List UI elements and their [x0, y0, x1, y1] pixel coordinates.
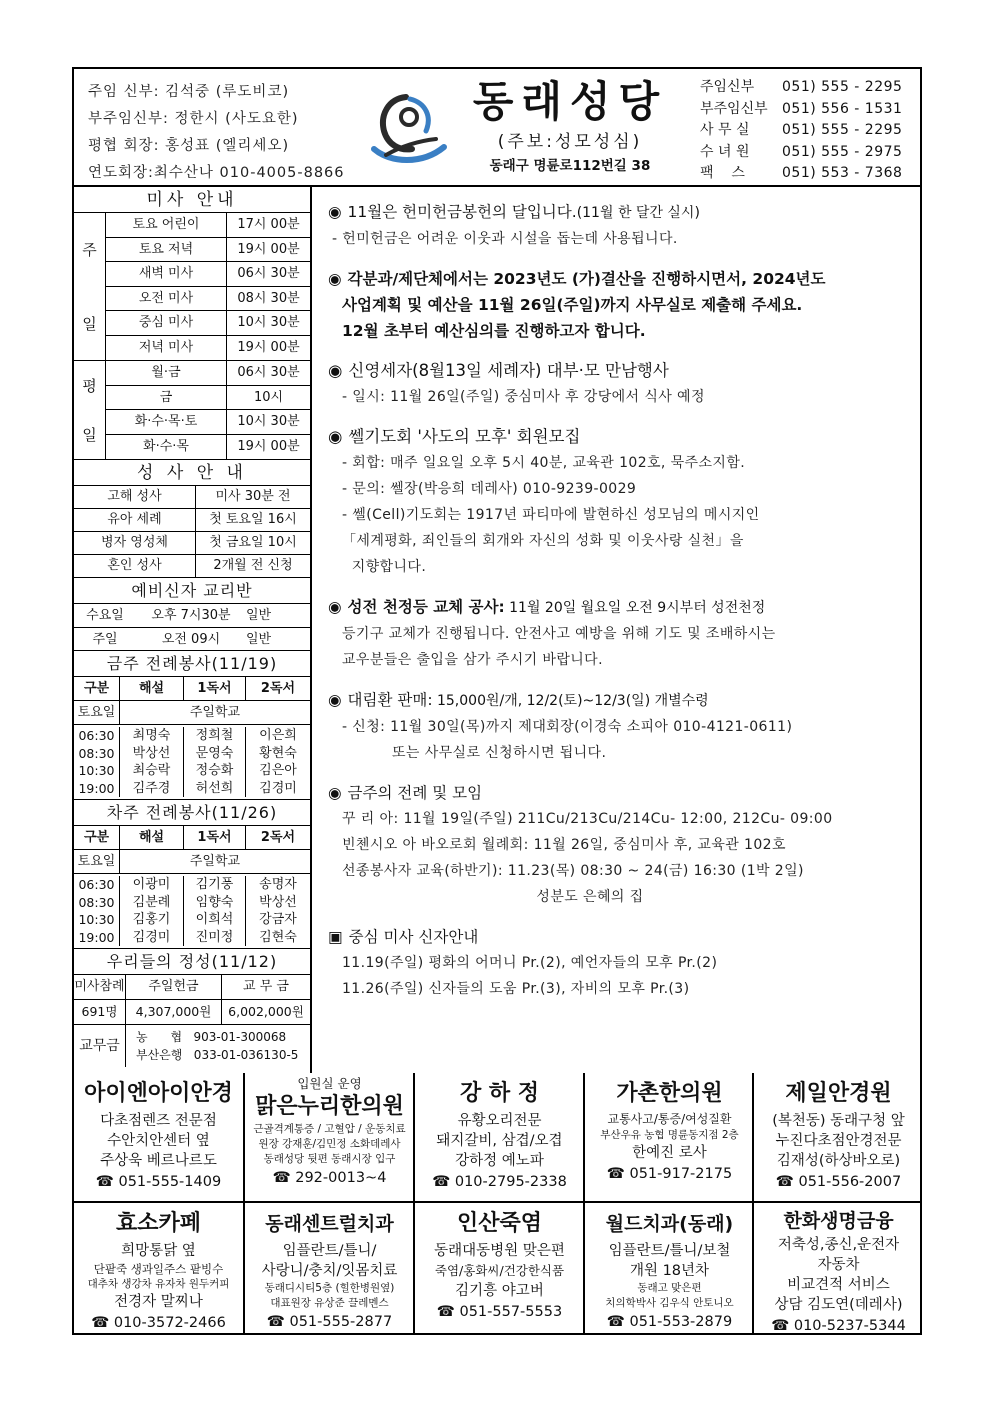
mass-row	[106, 262, 310, 287]
col-header: 2독서	[260, 681, 296, 696]
contact-row	[700, 163, 902, 185]
staff-council-president: 평협 회장: 홍성표 (엘리세오)	[88, 138, 290, 154]
notice-budget	[328, 266, 912, 344]
ad-phone: ☎ 051-553-2879	[606, 1314, 733, 1330]
ad-phone: ☎ 010-3572-2466	[91, 1315, 226, 1331]
service-commentary: 최명숙 박상선 최승락 김주경	[120, 727, 184, 797]
contact-number: 051) 555 - 2295	[782, 79, 903, 95]
bullet-icon: ◉	[328, 203, 342, 221]
notice-line: 빈첸시오 아 바오로회 월례회: 11월 26일, 중심미사 후, 교육관 102호	[342, 837, 786, 853]
col-header: 구분	[74, 677, 120, 700]
contact-number: 051) 555 - 2295	[782, 122, 903, 138]
ad-optician-ini	[74, 1073, 243, 1203]
ad-title: 아이엔아이안경	[84, 1081, 233, 1106]
contact-row	[700, 99, 902, 121]
sacrament-name: 병자 영성체	[74, 532, 196, 554]
bank-label: 교무금	[74, 1025, 126, 1067]
catechumen-row	[74, 628, 310, 652]
saturday-value: 주일학교	[189, 854, 241, 869]
service-next-saturday	[74, 850, 310, 874]
ad-line: 한예진 로사	[632, 1145, 707, 1161]
sacrament-row	[74, 486, 310, 509]
ad-line: 강하정 예노파	[455, 1153, 544, 1169]
ad-pre: 입원실 운영	[297, 1076, 362, 1091]
ad-line: 수안치안센터 옆	[107, 1133, 210, 1149]
sunday-mass-table	[74, 213, 310, 361]
ad-phone: ☎ 051-555-1409	[95, 1174, 222, 1190]
mass-name: 오전 미사	[106, 287, 227, 311]
service-this-header	[74, 677, 310, 701]
mass-time: 10시	[253, 389, 284, 405]
ad-line: 자동차	[817, 1257, 860, 1273]
ad-line: 대추차 생강차 유자차 원두커피	[87, 1278, 230, 1290]
staff-regional-president: 연도회장:최수산나 010-4005-8866	[88, 165, 345, 181]
notice-line: 12월 초부터 예산심의를 진행하고자 합니다.	[342, 322, 646, 340]
sacrament-info: 첫 금요일 10시	[209, 535, 297, 550]
ad-line: 누진다초점안경전문	[775, 1133, 902, 1149]
col-header: 1독서	[184, 677, 246, 700]
notice-cell-prayer	[328, 424, 912, 580]
notice-title: 성전 천정등 교체 공사:	[347, 598, 505, 616]
notice-liturgy-meetings	[328, 780, 912, 910]
patron: (주보:성모성심)	[497, 132, 643, 152]
ad-line: 동래성당 뒷편 동래시장 입구	[263, 1153, 396, 1165]
bullet-icon: ◉	[328, 270, 342, 288]
mass-name: 토요 저녁	[106, 238, 227, 262]
offering-col-header: 주일헌금	[126, 975, 222, 999]
address: 동래구 명륜로112번길 38	[489, 158, 651, 174]
notice-offering-month	[328, 199, 912, 252]
ad-optician-jeil	[754, 1073, 923, 1203]
contact-list	[700, 77, 902, 185]
bulletin-page	[72, 67, 922, 1335]
parish-name: 동래성당	[472, 77, 668, 126]
ad-line: 주상욱 베르나르도	[100, 1153, 217, 1169]
service-reading2: 이은희 황현숙 김은아 김경미	[259, 728, 297, 796]
service-reading1: 김기풍 임향숙 이희석 진미정	[184, 876, 246, 946]
ad-line: 김기흥 야고버	[455, 1283, 544, 1299]
ad-oriental-clinic-gachon	[585, 1073, 754, 1203]
mass-time: 19시 00분	[237, 438, 300, 454]
contact-number: 051) 556 - 1531	[782, 100, 903, 117]
notice-title: 금주의 전례 및 모임	[347, 784, 483, 802]
contact-label: 사 무 실	[700, 122, 750, 138]
ad-phone: ☎ 010-5237-5344	[771, 1318, 906, 1333]
mass-row	[106, 336, 310, 361]
sacrament-row	[74, 555, 310, 578]
mass-time: 19시 00분	[237, 339, 300, 355]
sacrament-info: 2개월 전 신청	[213, 558, 293, 573]
ad-line: 동래고 맞은편	[637, 1282, 702, 1294]
contact-label: 수 녀 원	[700, 143, 750, 160]
bank-account: 부산은행 033-01-036130-5	[136, 1048, 299, 1062]
notice-advent-wreath	[328, 687, 912, 766]
mass-row	[106, 213, 310, 238]
header	[74, 69, 920, 187]
catechumen-time: 오전 09시	[161, 631, 221, 647]
bullet-icon: ▣	[328, 928, 343, 946]
service-next-header	[74, 826, 310, 850]
mass-row	[106, 410, 310, 435]
weekday-label	[74, 361, 106, 459]
contact-label: 부주임신부	[700, 100, 768, 117]
notices	[312, 187, 920, 1073]
contact-row	[700, 77, 902, 99]
brand	[470, 73, 670, 177]
notice-line: 또는 사무실로 신청하시면 됩니다.	[392, 745, 607, 761]
ad-phone: ☎ 051-555-2877	[266, 1314, 393, 1330]
saturday-label: 토요일	[74, 701, 120, 724]
ad-title: 강 하 정	[459, 1081, 540, 1106]
notice-title: 대림환 판매:	[347, 691, 433, 709]
service-next-title: 차주 전례봉사(11/26)	[74, 800, 310, 826]
notice-lighting	[328, 594, 912, 673]
ad-hanwha-life	[754, 1203, 923, 1333]
notice-godparents	[328, 358, 912, 410]
notice-line: 11.19(주일) 평화의 어머니 Pr.(2), 예언자들의 모후 Pr.(2)	[342, 955, 718, 971]
mass-time: 10시 30분	[237, 315, 300, 330]
sunday-label	[74, 213, 106, 360]
service-this-body	[74, 725, 310, 800]
service-reading2: 송명자 박상선 강금자 김현숙	[259, 877, 297, 945]
ad-restaurant-gangha	[415, 1073, 584, 1203]
bullet-icon: ◉	[328, 427, 343, 446]
sacrament-info: 미사 30분 전	[215, 489, 291, 504]
mass-name: 토요 어린이	[106, 213, 227, 237]
notice-line: 꾸 리 아: 11월 19일(주일) 211Cu/213Cu/214Cu- 12:00, 212Cu- 09:00	[342, 811, 833, 827]
catechumen-day: 수요일	[86, 608, 124, 623]
notice-line: - 회합: 매주 일요일 오후 5시 40분, 교육관 102호, 묵주소지함.	[342, 455, 746, 471]
notice-line: 등기구 교체가 진행됩니다. 안전사고 예방을 위해 기도 및 조배하시는	[342, 626, 776, 642]
ad-title: 효소카페	[115, 1211, 201, 1236]
sacrament-title: 성 사 안 내	[74, 460, 310, 486]
mass-name: 금	[106, 386, 227, 410]
sacrament-name: 고해 성사	[74, 486, 196, 508]
ad-line: (복천동) 동래구청 앞	[772, 1113, 905, 1129]
notice-line: - 쎌(Cell)기도회는 1917년 파티마에 발현하신 성모님의 메시지인	[342, 507, 760, 523]
bullet-icon: ◉	[328, 598, 342, 616]
weekday-mass-table	[74, 361, 310, 460]
mass-row	[106, 435, 310, 460]
ad-title: 가촌한의원	[616, 1081, 723, 1106]
ad-line: 치의학박사 김우식 안토니오	[605, 1297, 734, 1309]
col-header: 해설	[120, 826, 184, 849]
mass-name: 새벽 미사	[106, 262, 227, 286]
mass-row	[106, 386, 310, 411]
ad-line: 다초점렌즈 전문점	[100, 1113, 217, 1129]
mass-time: 10시 30분	[237, 414, 300, 429]
catechumen-type: 일반	[246, 631, 272, 647]
attendance-value: 691명	[74, 1000, 126, 1024]
sunday-collection-value: 4,307,000원	[126, 1000, 222, 1024]
mass-name: 저녁 미사	[106, 336, 227, 361]
service-times: 06:30 08:30 10:30 19:00	[74, 876, 120, 946]
ad-line: 단팥죽 생과일주스 팥빙수	[93, 1262, 224, 1276]
bank-accounts	[74, 1025, 310, 1067]
staff-pastor: 주임 신부: 김석중 (루도비코)	[88, 84, 290, 100]
mass-time: 06시 30분	[237, 266, 300, 281]
mass-name: 월·금	[106, 361, 227, 385]
ad-oriental-clinic-malgeun	[245, 1073, 414, 1203]
notice-title-extra: 11월 20일 월요일 오전 9시부터 성전천정	[504, 600, 766, 616]
ad-line: 개원 18년차	[629, 1263, 710, 1279]
ad-line: 김재성(하상바오로)	[776, 1153, 901, 1169]
ad-line: 죽염/홍화씨/건강한식품	[434, 1263, 565, 1278]
contact-row	[700, 142, 902, 164]
ad-line: 비교견적 서비스	[787, 1277, 890, 1293]
offering-title: 우리들의 정성(11/12)	[74, 949, 310, 975]
service-this-saturday	[74, 701, 310, 725]
contact-row	[700, 120, 902, 142]
notice-line: 선종봉사자 교육(하반기): 11.23(목) 08:30 ~ 24(금) 16:30 (1박 2일)	[342, 863, 804, 879]
service-next-body	[74, 874, 310, 949]
catechumen-title: 예비신자 교리반	[74, 578, 310, 604]
sacrament-name: 혼인 성사	[74, 555, 196, 577]
ad-line: 사랑니/충치/잇몸치료	[261, 1263, 398, 1279]
notice-title-extra: 15,000원/개, 12/2(토)~12/3(일) 개별수령	[432, 693, 709, 709]
bullet-icon: ◉	[328, 691, 342, 709]
col-header: 해설	[120, 677, 184, 700]
notice-line: 사업계획 및 예산을 11월 26일(주일)까지 사무실로 제출해 주세요.	[342, 296, 803, 314]
catechumen-type: 일반	[246, 608, 272, 623]
offering-col-header: 미사참례	[74, 975, 126, 999]
ad-dental-central	[245, 1203, 414, 1333]
notice-line: 교우분들은 출입을 삼가 주시기 바랍니다.	[342, 652, 603, 668]
sacrament-info: 첫 토요일 16시	[209, 512, 297, 527]
notice-line: 11.26(주일) 신자들의 도움 Pr.(3), 자비의 모후 Pr.(3)	[342, 981, 690, 997]
notice-title: 중심 미사 신자안내	[348, 928, 479, 946]
offering-header	[74, 975, 310, 1000]
notice-title: 11월은 헌미헌금봉헌의 달입니다.	[347, 203, 577, 221]
bank-account: 농 협 903-01-300068	[136, 1030, 287, 1044]
mass-name: 화·수·목	[106, 435, 227, 460]
ad-title: 한화생명금융	[783, 1210, 894, 1232]
contact-number: 051) 553 - 7368	[782, 165, 903, 181]
ad-title: 인산죽염	[456, 1211, 542, 1236]
madonna-logo-icon	[366, 91, 452, 169]
ad-title: 동래센트럴치과	[265, 1213, 394, 1235]
ad-line: 희망통닭 옆	[121, 1243, 196, 1259]
service-reading1: 정희철 문영숙 정승화 허선희	[184, 727, 246, 797]
ad-line: 유황오리전문	[457, 1113, 542, 1129]
ad-title: 제일안경원	[785, 1081, 892, 1106]
ad-line: 원장 강재훈/김민정 소화데레사	[258, 1138, 401, 1150]
sidebar	[74, 187, 312, 1073]
ad-phone: ☎ 292-0013~4	[272, 1170, 387, 1186]
ad-line: 상담 김도연(데레사)	[774, 1297, 903, 1313]
notice-line: 성분도 은혜의 집	[536, 889, 644, 905]
mass-row	[106, 361, 310, 386]
advertisements	[74, 1073, 920, 1333]
notice-title: 신영세자(8월13일 세례자) 대부·모 만남행사	[348, 361, 669, 380]
col-header: 1독서	[184, 826, 246, 849]
ad-dental-world	[585, 1203, 754, 1333]
catechumen-time: 오후 7시30분	[151, 608, 231, 623]
notice-title: 각분과/제단체에서는 2023년도 (가)결산을 진행하시면서, 2024년도	[347, 270, 826, 288]
mass-row	[106, 238, 310, 263]
mass-time: 08시 30분	[237, 290, 300, 306]
notice-line: 지향합니다.	[342, 559, 427, 575]
dues-value: 6,002,000원	[228, 1004, 304, 1019]
notice-line: - 일시: 11월 26일(주일) 중심미사 후 강당에서 식사 예정	[342, 389, 705, 405]
saturday-label: 토요일	[74, 850, 120, 873]
col-header: 2독서	[260, 830, 296, 845]
ad-line: 전경자 말찌나	[114, 1294, 203, 1310]
mass-title: 미사 안내	[74, 187, 310, 213]
ad-phone: ☎ 051-557-5553	[436, 1304, 563, 1320]
notice-line: - 문의: 쎌장(박응희 데레사) 010-9239-0029	[342, 481, 637, 497]
col-header: 구분	[74, 826, 120, 849]
notice-title: 쎌기도회 '사도의 모후' 회원모집	[348, 427, 581, 446]
mass-time: 06시 30분	[237, 365, 300, 380]
bullet-icon: ◉	[328, 784, 342, 802]
service-times: 06:30 08:30 10:30 19:00	[74, 727, 120, 797]
notice-title-extra: (11월 한 달간 실시)	[576, 205, 700, 221]
mass-time: 17시 00분	[237, 217, 300, 232]
mass-row	[106, 287, 310, 312]
notice-line: - 헌미헌금은 어려운 이웃과 시설을 돕는데 사용됩니다.	[332, 231, 678, 247]
offering-values	[74, 1000, 310, 1025]
ad-line: 돼지갈비, 삼겹/오겹	[436, 1133, 563, 1149]
ad-phone: ☎ 051-917-2175	[606, 1166, 733, 1182]
ad-line: 근골격계통증 / 고혈압 / 운동치료	[253, 1123, 406, 1135]
notice-line: - 신청: 11월 30일(목)까지 제대회장(이경숙 소피아 010-4121-0611)	[342, 719, 793, 735]
mass-row	[106, 311, 310, 336]
ad-line: 동래디시티5층 (힐한병원옆)	[264, 1282, 395, 1294]
sacrament-name: 유아 세례	[74, 509, 196, 531]
offering-col-header: 교 무 금	[243, 979, 289, 994]
ad-title: 맑은누리한의원	[255, 1094, 404, 1119]
ad-insan-bamboo-salt	[415, 1203, 584, 1333]
sunday-label-char: 일	[82, 314, 97, 333]
ad-line: 임플란트/틀니/	[282, 1243, 377, 1259]
ad-line: 교통사고/통증/여성질환	[607, 1112, 732, 1126]
ad-line: 저축성,종신,운전자	[777, 1237, 900, 1253]
ad-enzyme-cafe	[74, 1203, 243, 1333]
weekday-label-char: 일	[82, 426, 97, 444]
ad-line: 대표원장 유상준 끌레멘스	[270, 1297, 389, 1309]
ad-line: 부산우유 농협 명륜동지점 2층	[600, 1129, 739, 1141]
catechumen-row	[74, 604, 310, 628]
contact-label: 팩 스	[700, 165, 745, 181]
sunday-label-char: 주	[82, 241, 97, 260]
ad-title: 월드치과(동래)	[605, 1213, 734, 1235]
staff-list	[88, 79, 345, 187]
mass-name: 중심 미사	[106, 311, 227, 335]
ad-line: 동래대동병원 맞은편	[434, 1243, 565, 1259]
service-this-title: 금주 전례봉사(11/19)	[74, 651, 310, 677]
ad-line: 임플란트/틀니/보철	[608, 1243, 731, 1259]
service-commentary: 이광미 김분례 김홍기 김경미	[120, 876, 184, 946]
mass-name: 화·수·목·토	[106, 410, 227, 434]
bullet-icon: ◉	[328, 361, 343, 380]
ad-phone: ☎ 051-556-2007	[775, 1174, 902, 1190]
sacrament-row	[74, 532, 310, 555]
weekday-label-char: 평	[82, 377, 97, 395]
contact-label: 주임신부	[700, 79, 755, 95]
saturday-value: 주일학교	[189, 705, 241, 720]
staff-assistant: 부주임신부: 정한시 (사도요한)	[88, 111, 299, 127]
catechumen-day: 주일	[92, 631, 118, 647]
ad-phone: ☎ 010-2795-2338	[432, 1174, 567, 1190]
mass-time: 19시 00분	[237, 241, 300, 257]
contact-number: 051) 555 - 2975	[782, 143, 903, 160]
sacrament-row	[74, 509, 310, 532]
notice-main-mass-guide	[328, 924, 912, 1002]
notice-line: 「세계평화, 죄인들의 회개와 자신의 성화 및 이웃사랑 실천」을	[342, 533, 744, 549]
